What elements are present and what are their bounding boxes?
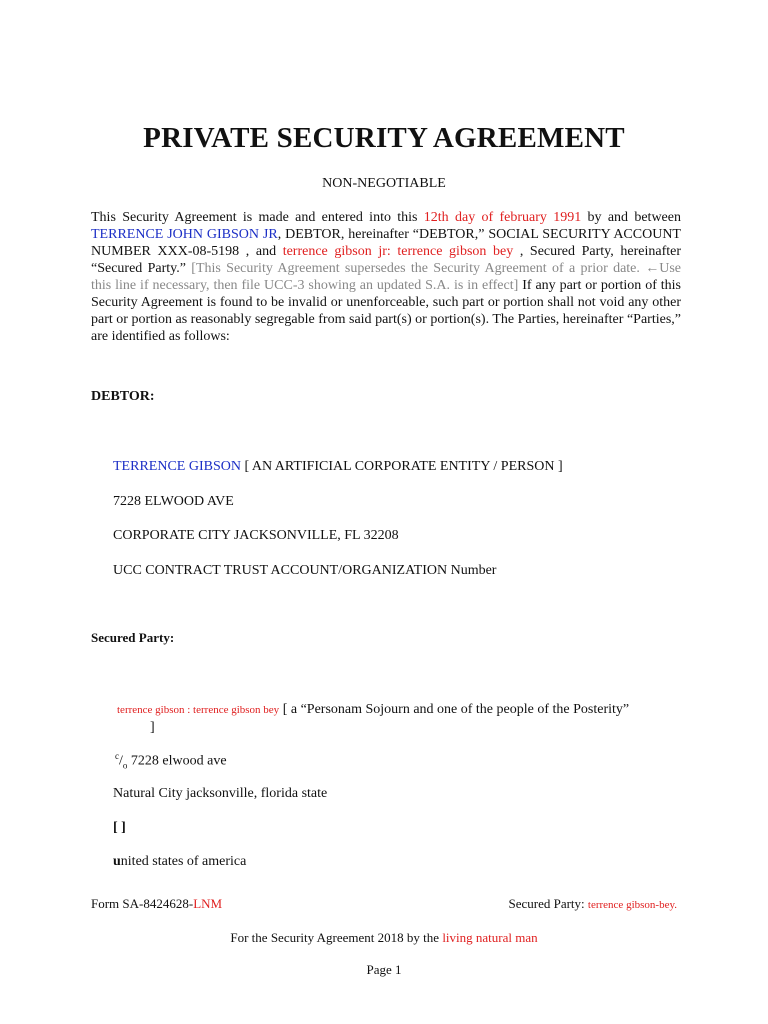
- debtor-descriptor: [ AN ARTIFICIAL CORPORATE ENTITY / PERSON ]: [240, 459, 563, 474]
- intro-text: , DEBTOR, hereinafter “DEBTOR,” SOCIAL SECURITY ACCOUNT NUMBER XXX-08-5198 , and: [91, 227, 681, 259]
- supersedes-note: [This Security Agreement supersedes the Security Agreement of a prior date. ←Use this line if necessary, then file UCC-3 showing an updated S.A. is in effect]: [91, 261, 681, 293]
- form-prefix: Form SA-8424628-: [91, 896, 194, 911]
- footer-center-text: [0, 930, 768, 946]
- agreement-date: 12th day of february 1991: [423, 210, 582, 225]
- debtor-account: UCC CONTRACT TRUST ACCOUNT/ORGANIZATION Number: [113, 563, 497, 578]
- secured-party-city: Natural City jacksonville, florida state: [113, 786, 328, 801]
- document-subtitle: NON-NEGOTIABLE: [322, 176, 446, 191]
- care-of-o: o: [122, 760, 128, 771]
- country-rest: nited states of america: [120, 854, 247, 869]
- blank-brackets: [ ]: [113, 820, 126, 835]
- form-suffix: LNM: [193, 896, 223, 911]
- footer-secured-label: Secured Party:: [508, 896, 588, 911]
- intro-paragraph: [91, 209, 681, 345]
- secured-party-address: [115, 751, 227, 770]
- intro-text: This Security Agreement is made and entered into this: [91, 210, 424, 225]
- care-of-c: c: [115, 751, 119, 761]
- secured-party-name-inline: terrence gibson jr: terrence gibson bey: [282, 244, 514, 259]
- debtor-name-inline: TERRENCE JOHN GIBSON JR: [91, 227, 278, 242]
- secured-party-descriptor: [ a “Personam Sojourn and one of the people of the Posterity”: [279, 702, 630, 717]
- secured-party-country: [113, 854, 246, 870]
- form-number: [91, 896, 222, 912]
- debtor-name: TERRENCE GIBSON: [113, 459, 241, 474]
- footer-center-prefix: For the Security Agreement 2018 by the: [230, 930, 443, 945]
- document-title: PRIVATE SECURITY AGREEMENT: [143, 122, 625, 154]
- debtor-city: CORPORATE CITY JACKSONVILLE, FL 32208: [113, 528, 399, 543]
- footer-secured-name: terrence gibson-bey.: [587, 899, 677, 911]
- secured-party-street: 7228 elwood ave: [127, 753, 227, 769]
- intro-text: If any part or portion of this Security Agreement is found to be invalid or unenforceable, such part or portion shall not void any other part or portion as reasonably segregable from said part(s) or portion(s). The Parties, hereinafter “Parties,” are identified as follows:: [91, 278, 681, 344]
- intro-text: by and between: [581, 210, 681, 225]
- country-initial: u: [113, 854, 121, 869]
- secured-party-descriptor-end: ]: [150, 720, 155, 735]
- secured-party-name-line: [117, 701, 687, 736]
- page-number: Page 1: [366, 962, 402, 977]
- care-of-slash: /: [119, 753, 123, 769]
- secured-party-name: terrence gibson : terrence gibson bey: [117, 704, 280, 716]
- debtor-name-line: [113, 459, 563, 475]
- intro-text: , Secured Party, hereinafter “Secured Party.”: [91, 244, 682, 276]
- footer-secured-party: [508, 896, 677, 912]
- debtor-address: 7228 ELWOOD AVE: [113, 494, 234, 509]
- footer-center-suffix: living natural man: [442, 930, 538, 945]
- debtor-heading: DEBTOR:: [91, 389, 155, 404]
- secured-party-heading: Secured Party:: [91, 630, 175, 645]
